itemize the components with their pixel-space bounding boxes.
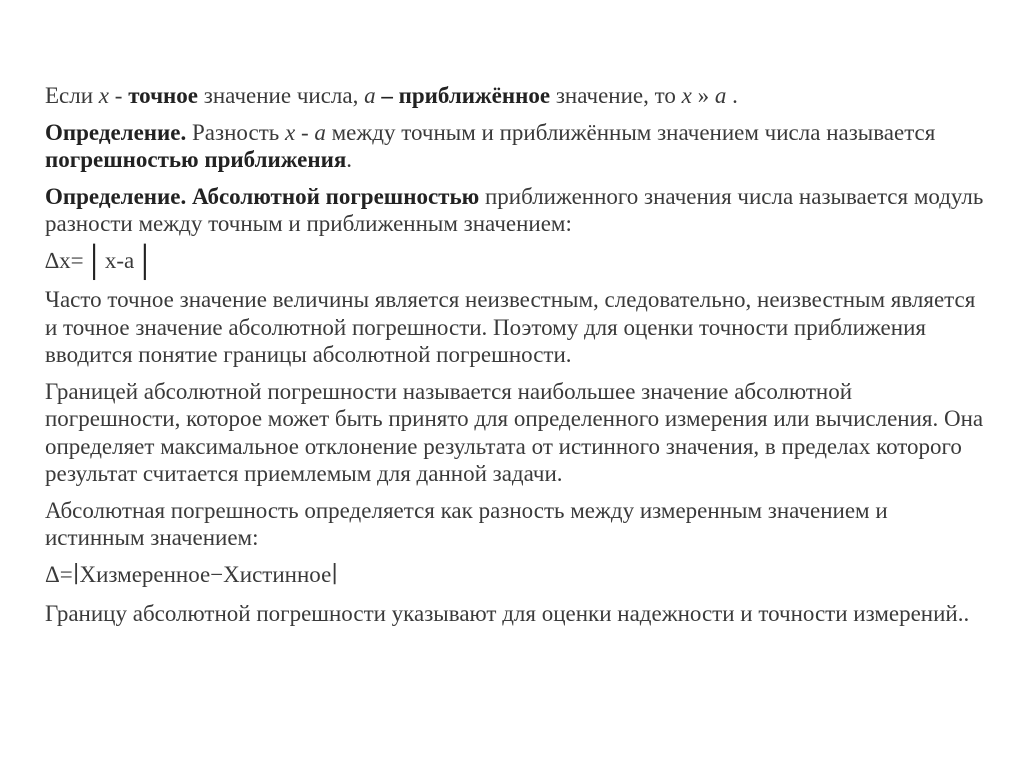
text: »	[691, 83, 715, 108]
var-a: a	[314, 119, 326, 145]
formula-delta: Δ=∣Xизмеренное−Xистинное∣	[45, 561, 338, 587]
var-a: a	[364, 83, 376, 108]
text: значение числа,	[198, 83, 365, 108]
bold-term-error: погрешностью приближения	[45, 147, 347, 172]
paragraph-definition-error	[45, 119, 985, 174]
paragraph-exact-approx	[45, 82, 985, 110]
text: значение, то	[550, 83, 682, 108]
abs-bar-left: │	[83, 244, 105, 278]
paragraph-bound-definition: Границей абсолютной погрешности называется наибольшее значение абсолютной погрешности, которое может быть принято для определенного измерения или вычисления. Она определяет максимальное отклонение результата от истинного значения, в пределах которого результат считается приемлемым для данной задачи.	[45, 378, 984, 486]
text: -	[295, 119, 315, 145]
slide-content	[45, 82, 985, 637]
bold-term-exact: точное	[128, 83, 199, 108]
bold-term-approx: приближённое	[398, 83, 551, 108]
var-x: x	[284, 119, 296, 145]
paragraph-unknown-exact: Часто точное значение величины является неизвестным, следовательно, неизвестным является и точное значение абсолютной погрешности. Поэтому для оценки точности приближения вводится понятие границы абсолютной погрешности.	[45, 287, 976, 367]
text: между точным и приближённым значением числа называется	[325, 119, 936, 145]
abs-bar-right: │	[134, 244, 156, 278]
formula-prefix: ∆x=	[45, 247, 84, 273]
formula-body: x-a	[104, 247, 135, 273]
text: Разность	[186, 119, 285, 145]
paragraph-definition-absolute-error	[45, 183, 985, 238]
var-x: x	[98, 83, 110, 108]
formula-delta-x	[45, 244, 985, 278]
text: приближенного значения числа называется модуль разности между точным и приближенным значением:	[45, 183, 984, 236]
text: Если	[45, 83, 99, 108]
paragraph-absolute-difference: Абсолютная погрешность определяется как разность между измеренным значением и истинным значением:	[45, 497, 888, 550]
paragraph-conclusion: Границу абсолютной погрешности указывают для оценки надежности и точности измерений..	[45, 601, 970, 626]
bold-definition-absolute: Определение. Абсолютной погрешностью	[45, 183, 480, 209]
var-a: a	[714, 83, 727, 108]
dash: –	[375, 83, 399, 108]
var-x: x	[681, 83, 692, 108]
text: -	[109, 83, 129, 108]
text: .	[346, 147, 353, 172]
bold-definition-label: Определение.	[45, 119, 187, 145]
text: .	[726, 83, 738, 108]
